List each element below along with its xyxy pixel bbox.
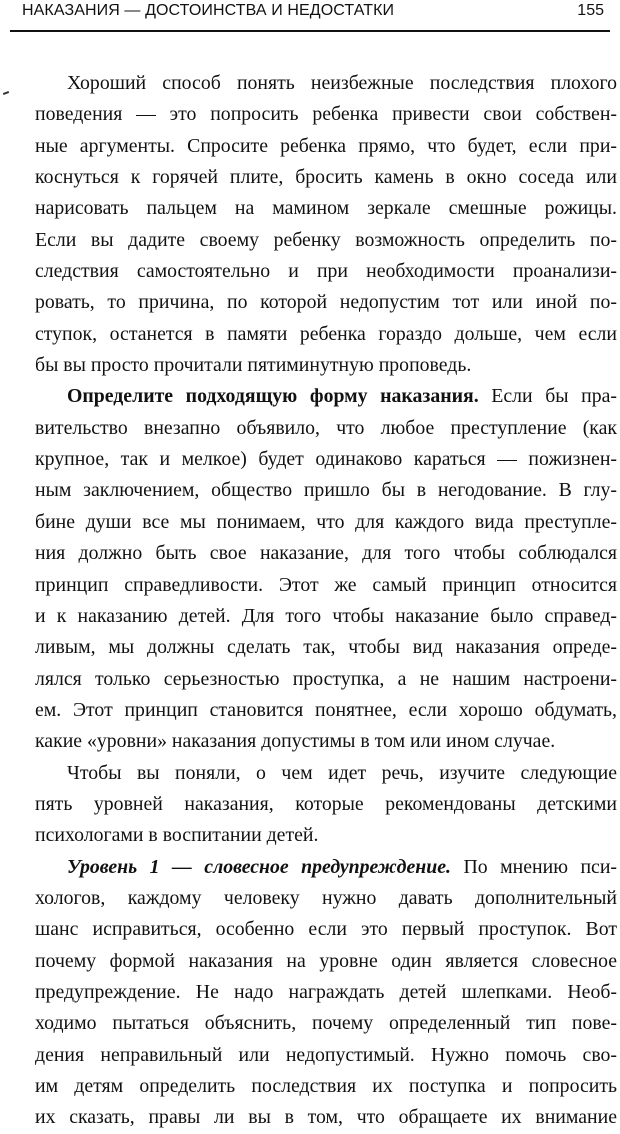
text-line: ливым, мы должны сделать так, чтобы вид наказания опреде-	[35, 636, 617, 659]
level-lead: Уровень 1 — словесное предупреждение.	[67, 855, 451, 878]
text-line: шанс исправиться, особенно если это первый проступок. Вот	[35, 918, 617, 941]
text-line: пять уровней наказания, которые рекомендованы детскими	[35, 792, 617, 815]
text-line: принцип справедливости. Этот же самый принцип относится	[35, 573, 617, 596]
text-line: хологов, каждому человеку нужно давать дополнительный	[35, 886, 617, 909]
text-line: почему формой наказания на уровне один является словесное	[35, 949, 617, 972]
text-line: Хороший способ понять неизбежные последствия плохого	[67, 72, 617, 94]
text-line: ния должно быть свое наказание, для того чтобы соблюдался	[35, 542, 617, 565]
text-line: их сказать, правы ли вы в том, что обращаете их внимание	[35, 1106, 617, 1129]
running-header	[10, 0, 610, 32]
text-line: предупреждение. Не надо награждать детей шлепками. Необ-	[35, 980, 617, 1003]
text-line: бы вы просто прочитали пятиминутную проповедь.	[35, 354, 472, 377]
text-line	[35, 852, 617, 883]
page-number: 155	[577, 2, 604, 19]
text-run: Если бы пра-	[478, 385, 617, 408]
text-line: бине души все мы понимаем, что для каждого вида преступле-	[35, 510, 617, 533]
text-line: ным заключением, общество пришло бы в негодование. В глу-	[35, 479, 617, 502]
text-line: ходимо пытаться объяснить, почему определенный тип пове-	[35, 1012, 617, 1035]
text-line: ные аргументы. Спросите ребенка прямо, что будет, если при-	[35, 134, 617, 157]
text-line: им детям определить последствия их поступка и попросить	[35, 1075, 617, 1097]
text-line: крупное, так и мелкое) будет одинаково караться — пожизнен-	[35, 448, 617, 471]
body-text	[35, 68, 617, 1134]
text-run: По мнению пси-	[450, 855, 617, 878]
text-line: вительство внезапно объявило, что любое преступление (как	[35, 416, 617, 439]
text-line	[35, 381, 617, 412]
text-line: следствия самостоятельно и при необходимости проанализи-	[35, 260, 617, 283]
text-line: коснуться к горячей плите, бросить камень в окно соседа или	[35, 166, 617, 189]
margin-mark	[3, 91, 9, 95]
text-line: ровать, то причина, по которой недопустим тот или иной по-	[35, 291, 617, 314]
section-lead: Определите подходящую форму наказания.	[67, 385, 479, 408]
running-title: НАКАЗАНИЯ — ДОСТОИНСТВА И НЕДОСТАТКИ	[22, 2, 395, 19]
text-line: дения неправильный или недопустимый. Нужно помочь сво-	[35, 1043, 617, 1066]
text-line: поведения — это попросить ребенка привести свои собствен-	[35, 103, 617, 126]
text-line: психологами в воспитании детей.	[35, 824, 319, 847]
text-line: ем. Этот принцип становится понятнее, если хорошо обдумать,	[35, 698, 617, 721]
text-line: ступок, останется в памяти ребенка гораздо дольше, чем если	[35, 322, 617, 345]
text-line: Если вы дадите своему ребенку возможность определить по-	[35, 228, 617, 251]
text-line: Чтобы вы поняли, о чем идет речь, изучите следующие	[67, 761, 617, 784]
text-line: нарисовать пальцем на мамином зеркале смешные рожицы.	[35, 197, 617, 220]
text-line: лялся только серьезностью проступка, а не нашим настроени-	[35, 667, 617, 690]
text-line: какие «уровни» наказания допустимы в том или ином случае.	[35, 730, 556, 753]
text-line: и к наказанию детей. Для того чтобы наказание было справед-	[35, 604, 617, 627]
